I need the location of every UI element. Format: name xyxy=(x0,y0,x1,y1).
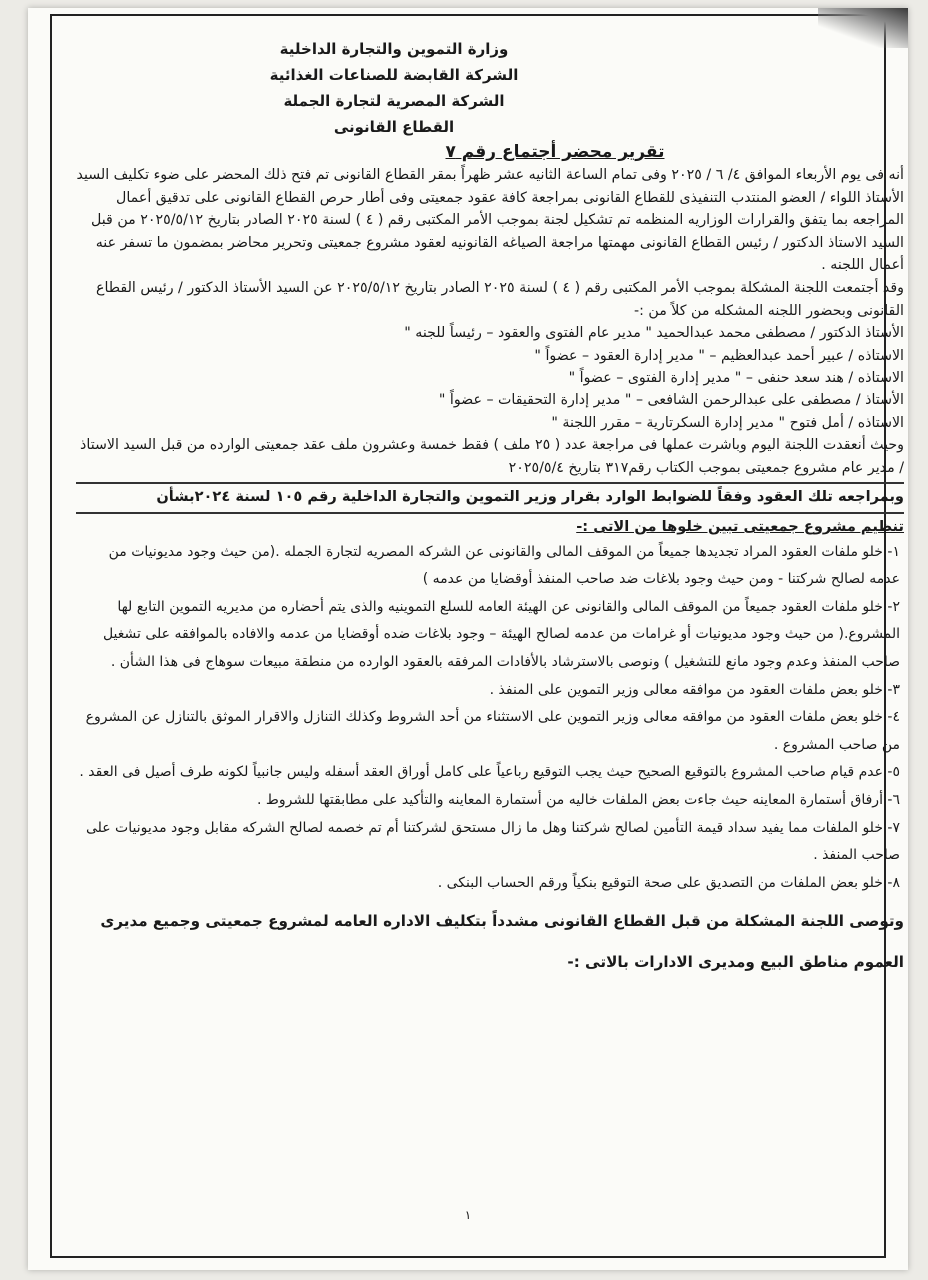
finding-item: ٧- خلو الملفات مما يفيد سداد قيمة التأمين لصالح شركتنا وهل ما زال مستحق لشركتنا أم تم خصمه لصالح الشركه مقابل وجود مديونيات على صاحب المنفذ . xyxy=(85,819,900,864)
finding-item: ٨- خلو بعض الملفات من التصديق على صحة التوقيع بنكياً ورقم الحساب البنكى . xyxy=(437,874,900,891)
divider xyxy=(76,512,904,514)
review-line: وبمراجعه تلك العقود وفقاً للضوابط الوارد بقرار وزير التموين والتجارة الداخلية رقم ١٠٥ لسنة ٢٠٢٤بشأن xyxy=(156,488,904,506)
company-name: الشركة المصرية لتجارة الجملة xyxy=(283,92,505,110)
document-page xyxy=(28,8,908,1270)
document-body xyxy=(76,36,904,998)
member-line: الاستاذه / أمل فتوح " مدير إدارة السكرتارية – مقرر اللجنة " xyxy=(551,414,904,431)
report-title: تقرير محضر أجتماع رقم ٧ xyxy=(445,142,665,162)
ministry-name: وزارة التموين والتجارة الداخلية xyxy=(279,40,509,58)
finding-item: ٥- عدم قيام صاحب المشروع بالتوقيع الصحيح حيث يجب التوقيع رباعياً على كامل أوراق العقد أسفله وليس جانبياً لكونه طرف أصيل فى العقد . xyxy=(79,764,900,781)
review-heading: تنظيم مشروع جمعيتى تبين خلوها من الاتى :- xyxy=(576,517,904,535)
page-number: ١ xyxy=(464,1208,472,1222)
member-line: الأستاذ الدكتور / مصطفى محمد عبدالحميد " مدير عام الفتوى والعقود – رئيساً للجنه " xyxy=(404,325,904,342)
letterhead xyxy=(224,36,564,140)
findings-list xyxy=(76,539,904,898)
finding-item: ٦- أرفاق أستمارة المعاينه حيث جاءت بعض الملفات خاليه من أستمارة المعاينه والتأكيد على مطابقتها للشروط . xyxy=(257,791,900,808)
member-line: الاستاذه / عبير أحمد عبدالعظيم – " مدير إدارة العقود – عضواً " xyxy=(534,347,904,364)
recommendation-paragraph: وتوصى اللجنة المشكلة من قبل القطاع القانونى مشدداً بتكليف الاداره العامه لمشروع جمعيتى وجميع مديرى العموم مناطق البيع ومديرى الادارات بالاتى :- xyxy=(100,912,904,972)
finding-item: ٣- خلو بعض ملفات العقود من موافقه معالى وزير التموين على المنفذ . xyxy=(489,681,900,698)
session-paragraph: وحيث أنعقدت اللجنة اليوم وباشرت عملها فى مراجعة عدد ( ٢٥ ملف ) فقط خمسة وعشرون ملف عقد جمعيتى الوارده من قبل السيد الاستاذ / مدير عام مشروع جمعيتى بموجب الكتاب رقم٣١٧ بتاريخ ٢٠٢٥/٥/٤ xyxy=(80,437,904,476)
finding-item: ٤- خلو بعض ملفات العقود من موافقه معالى وزير التموين على الاستثناء من أحد الشروط وكذلك التنازل والاقرار الموثق بالتنازل عن المشروع من صاحب المشروع . xyxy=(85,709,900,753)
meeting-paragraph: وقد أجتمعت اللجنة المشكلة بموجب الأمر المكتبى رقم ( ٤ ) لسنة ٢٠٢٥ الصادر بتاريخ ٢٠٢٥/٥/١٢ عن السيد الأستاذ الدكتور / رئيس القطاع القانونى وبحضور اللجنه المشكله من كلاً من :- xyxy=(96,279,904,319)
holding-company-name: الشركة القابضة للصناعات الغذائية xyxy=(269,66,519,84)
member-line: الاستاذه / هند سعد حنفى – " مدير إدارة الفتوى – عضواً " xyxy=(568,369,904,386)
intro-paragraph: أنه فى يوم الأربعاء الموافق ٤/ ٦ / ٢٠٢٥ وفى تمام الساعة الثانيه عشر ظهراً بمقر القطاع القانونى تم فتح ذلك المحضر على ضوء تكليف السيد الأستاذ اللواء / العضو المنتدب التنفيذى للقطاع القانونى بمراجعة كافة عقود جمعيتى وفى أطار حرص القطاع القانونى على تدقيق أعمال المراجعه بما يتفق والقرارات الوزاريه المنظمه تم تشكيل لجنة بموجب الأمر المكتبى رقم ( ٤ ) لسنة ٢٠٢٥ الصادر بتاريخ ٢٠٢٥/٥/١٢ من قبل السيد الاستاذ الدكتور / رئيس القطاع القانونى مهمتها مراجعة الصياغه القانونيه لعقود مشروع جمعيتى وتحرير محاضر بمضمون ما تسفر عنه أعمال اللجنه . xyxy=(76,167,904,274)
finding-item: ٢- خلو ملفات العقود جميعاً من الموقف المالى والقانونى عن الهيئة العامه للسلع التموينيه والذى يتم أحضاره من مديريه التموين التابع لها المشروع.( من حيث وجود مديونيات أو غرامات من عدمه لصالح الهيئة – وجود بلاغات ضده أوقضايا من عدمه والافاده بالموافقه على تشغيل صاحب المنفذ وعدم وجود مانع للتشغيل ) ونوصى بالاسترشاد بالأفادات المرفقه بالعقود الوارده من منطقة مبيعات سوهاج فى هذا الشأن . xyxy=(102,598,900,670)
finding-item: ١- خلو ملفات العقود المراد تجديدها جميعاً من الموقف المالى والقانونى عن الشركه المصريه لتجارة الجمله .(من حيث وجود مديونيات من عدمه لصالح شركتنا - ومن حيث وجود بلاغات ضد صاحب المنفذ أوقضايا من عدمه ) xyxy=(108,543,900,588)
committee-members xyxy=(76,322,904,434)
sector-name: القطاع القانونى xyxy=(333,118,455,136)
divider xyxy=(76,482,904,484)
member-line: الأستاذ / مصطفى على عبدالرحمن الشافعى – " مدير إدارة التحقيقات – عضواً " xyxy=(438,392,904,409)
